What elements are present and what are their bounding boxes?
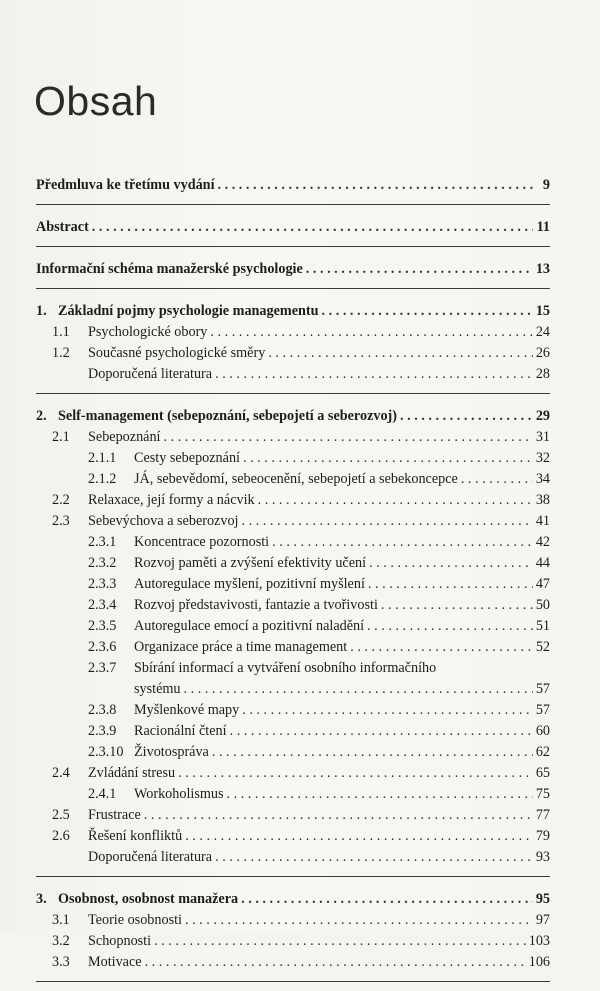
toc-entry [36,805,550,826]
dot-leader [272,532,533,553]
toc-page-number: 13 [535,261,550,277]
toc-page-number: 41 [535,513,550,529]
dot-leader [369,553,533,574]
dot-leader [144,805,533,826]
dot-leader [215,847,533,868]
toc-section [36,403,550,877]
toc-entry [36,469,550,490]
dot-leader [258,490,533,511]
toc-entry-number: 1. [36,303,47,319]
toc-chapter [36,217,550,238]
toc-entry-title: Osobnost, osobnost manažera [58,891,239,907]
toc-entry-number: 2.5 [52,807,70,823]
toc-entry-number: 2.3.4 [88,597,117,613]
toc-page-number: 62 [535,744,550,760]
dot-leader [184,679,533,700]
toc-entry-title: Sebepoznání [88,429,161,445]
dot-leader [230,721,533,742]
toc-entry-number: 1.2 [52,345,70,361]
toc-entry [36,658,550,679]
dot-leader [185,910,533,931]
toc-entry-title: Self-management (sebepoznání, sebepojetí a seberozvoj) [58,408,398,424]
dot-leader [368,574,533,595]
toc-page-number: 29 [535,408,550,424]
toc-entry-title: JÁ, sebevědomí, sebeocenění, sebepojetí a sebekoncepce [134,471,458,487]
toc-entry [36,700,550,721]
dot-leader [227,784,533,805]
toc-entry [36,448,550,469]
toc-entry-title: Sebevýchova a seberozvoj [88,513,239,529]
dot-leader [400,406,533,427]
toc-page-number: 32 [535,450,550,466]
toc-page-number: 31 [535,429,550,445]
toc-entry-title: Informační schéma manažerské psychologie [36,261,303,277]
toc-chapter [36,259,550,280]
dot-leader [215,364,533,385]
toc-entry [36,931,550,952]
dot-leader [381,595,533,616]
toc-entry-number: 2.1.1 [88,450,117,466]
dot-leader [218,175,533,196]
dot-leader [212,742,533,763]
toc-page-number: 75 [535,786,550,802]
toc-entry [36,427,550,448]
toc-section [36,256,550,289]
toc-entry-title: Současné psychologické směry [88,345,266,361]
toc-entry-title: Rozvoj paměti a zvýšení efektivity učení [134,555,367,571]
toc-entry-title: Schopnosti [88,933,152,949]
toc-page-number: 65 [535,765,550,781]
dot-leader [268,343,533,364]
toc-entry-title: Myšlenkové mapy [134,702,240,718]
toc-entry-title: Autoregulace myšlení, pozitivní myšlení [134,576,365,592]
toc-entry [36,679,550,700]
toc-entry-number: 2.4.1 [88,786,117,802]
toc-entry-number: 2.1.2 [88,471,117,487]
toc-entry-title: Základní pojmy psychologie managementu [58,303,319,319]
toc-entry-title: Řešení konfliktů [88,828,183,844]
toc-page-number: 57 [535,681,550,697]
toc-section [36,886,550,982]
toc-page-number: 38 [535,492,550,508]
dot-leader [210,322,532,343]
toc-entry [36,343,550,364]
toc-entry [36,763,550,784]
toc-section [36,172,550,205]
toc-entry [36,721,550,742]
toc-entry-number: 3.2 [52,933,70,949]
toc-entry-title: Předmluva ke třetímu vydání [36,177,215,193]
toc-entry-title: Frustrace [88,807,141,823]
toc-page-number: 28 [535,366,550,382]
toc-entry-number: 2.3.10 [88,744,124,760]
toc-entry-number: 2.3.2 [88,555,117,571]
toc-entry [36,742,550,763]
toc-entry-title: Motivace [88,954,142,970]
toc-page-number: 95 [535,891,550,907]
toc-entry [36,553,550,574]
toc-page-number: 26 [535,345,550,361]
toc-chapter [36,406,550,427]
dot-leader [242,700,533,721]
toc-entry-title: Koncentrace pozornosti [134,534,270,550]
toc-page-number: 79 [535,828,550,844]
toc-entry-number: 2.2 [52,492,70,508]
toc-page-number: 103 [528,933,550,949]
toc-entry-number: 3.1 [52,912,70,928]
dot-leader [367,616,533,637]
toc-entry-title: Doporučená literatura [88,849,213,865]
toc-chapter [36,175,550,196]
toc-entry [36,784,550,805]
dot-leader [185,826,533,847]
dot-leader [350,637,533,658]
toc-entry [36,826,550,847]
page-title: Obsah [34,78,158,124]
toc-page-number: 52 [535,639,550,655]
dot-leader [92,217,533,238]
toc-entry-number: 2.3.9 [88,723,117,739]
dot-leader [154,931,526,952]
toc-page-number: 34 [535,471,550,487]
table-of-contents [36,172,550,991]
toc-page-number: 77 [535,807,550,823]
toc-entry-number: 2.3 [52,513,70,529]
toc-entry [36,364,550,385]
toc-page-number: 11 [536,219,550,235]
toc-page-number: 47 [535,576,550,592]
toc-entry [36,574,550,595]
toc-entry [36,322,550,343]
toc-entry-title: Sbírání informací a vytváření osobního informačního [134,660,437,676]
toc-entry [36,490,550,511]
toc-section [36,298,550,394]
toc-page-number: 9 [542,177,550,193]
toc-page-number: 57 [535,702,550,718]
toc-entry-title: Organizace práce a time management [134,639,348,655]
toc-entry-title: Autoregulace emocí a pozitivní naladění [134,618,365,634]
dot-leader [145,952,526,973]
toc-entry [36,511,550,532]
toc-entry-title: Abstract [36,219,89,235]
toc-entry-number: 2.3.7 [88,660,117,676]
toc-entry-title: Cesty sebepoznání [134,450,240,466]
toc-page-number: 15 [535,303,550,319]
toc-entry [36,847,550,868]
dot-leader [306,259,533,280]
toc-entry [36,637,550,658]
toc-entry [36,952,550,973]
dot-leader [164,427,533,448]
toc-entry-title: systému [134,681,181,697]
toc-page-number: 50 [535,597,550,613]
toc-page-number: 44 [535,555,550,571]
toc-entry-title: Rozvoj představivosti, fantazie a tvořivosti [134,597,378,613]
dot-leader [461,469,533,490]
dot-leader [178,763,533,784]
toc-entry [36,616,550,637]
toc-page-number: 51 [535,618,550,634]
toc-entry-title: Teorie osobnosti [88,912,182,928]
toc-entry-number: 2.3.3 [88,576,117,592]
toc-entry-number: 2.1 [52,429,70,445]
toc-entry-number: 2.3.1 [88,534,117,550]
toc-page-number: 60 [535,723,550,739]
toc-entry [36,532,550,553]
toc-page-number: 24 [535,324,550,340]
dot-leader [241,889,533,910]
toc-section [36,214,550,247]
dot-leader [242,511,533,532]
toc-entry-title: Racionální čtení [134,723,227,739]
toc-entry-number: 3.3 [52,954,70,970]
dot-leader [322,301,533,322]
toc-entry-number: 3. [36,891,47,907]
toc-entry-title: Životospráva [134,744,209,760]
toc-entry-title: Zvládání stresu [88,765,176,781]
toc-entry [36,910,550,931]
toc-page-number: 97 [535,912,550,928]
toc-entry [36,595,550,616]
toc-entry-title: Psychologické obory [88,324,208,340]
toc-entry-title: Workoholismus [134,786,224,802]
toc-entry-number: 2.6 [52,828,70,844]
toc-entry-number: 1.1 [52,324,70,340]
toc-entry-number: 2.3.5 [88,618,117,634]
toc-chapter [36,889,550,910]
toc-chapter [36,301,550,322]
dot-leader [243,448,533,469]
toc-page-number: 42 [535,534,550,550]
toc-entry-number: 2.3.8 [88,702,117,718]
toc-page-number: 93 [535,849,550,865]
toc-page-number: 106 [528,954,550,970]
toc-entry-number: 2. [36,408,47,424]
toc-entry-number: 2.3.6 [88,639,117,655]
toc-entry-title: Doporučená literatura [88,366,213,382]
toc-entry-title: Relaxace, její formy a nácvik [88,492,255,508]
toc-entry-number: 2.4 [52,765,70,781]
